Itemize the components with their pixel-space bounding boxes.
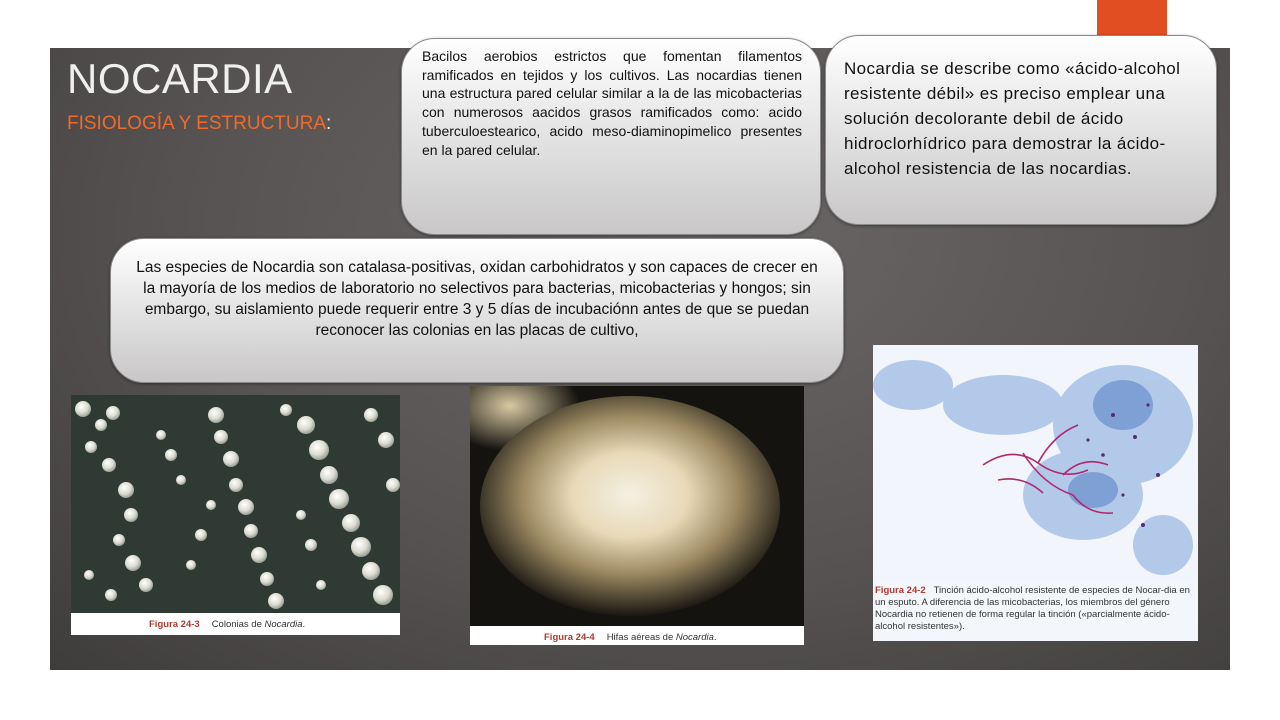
figure-colonies [71, 395, 400, 635]
figure-acid-fast-stain [873, 345, 1198, 641]
figure-label: Figura 24-3 [149, 619, 200, 630]
figure-label: Figura 24-2 [875, 585, 926, 596]
stain-image [873, 345, 1198, 581]
figure-caption-hyphae [544, 632, 717, 643]
hyphae-image [470, 386, 804, 626]
figure-label: Figura 24-4 [544, 632, 595, 643]
info-box-structure: Bacilos aerobios estrictos que fomentan filamentos ramificados en tejidos y los cultivos. Las nocardias tienen una estructura pared celular similar a la de las micobacterias con numerosos aacidos grasos ramificados como: acido tuberculoestearico, acido meso-diaminopimelico presentes en la pared celular. [401, 38, 821, 235]
caption-text: Colonias de [211, 619, 265, 630]
caption-period: . [302, 619, 306, 630]
caption-genus: Nocardia [264, 619, 303, 630]
slide-subtitle [67, 113, 331, 135]
caption-text: Tinción ácido-alcohol resistente de especies de Nocar-dia en un esputo. A diferencia de las micobacterias, los miembros del género Nocardia no retienen de forma regular la tinción («parcialmente ácido-alcohol resistentes»). [875, 585, 1190, 632]
info-box-acid-fast: Nocardia se describe como «ácido-alcohol resistente débil» es preciso emplear una solución decolorante debil de ácido hidroclorhídrico para demostrar la ácido-alcohol resistencia de las nocardias. [825, 35, 1217, 225]
caption-genus: Nocardia [675, 632, 714, 643]
caption-text: Hifas aéreas de [606, 632, 676, 643]
figure-caption-stain [875, 585, 1195, 633]
slide-title: NOCARDIA [67, 55, 293, 102]
info-box-catalase: Las especies de Nocardia son catalasa-positivas, oxidan carbohidratos y son capaces de crecer en la mayoría de los medios de laboratorio no selectivos para bacterias, micobacterias y hongos; sin embargo, su aislamiento puede requerir entre 3 y 5 días de incubaciónn antes de que se puedan reconocer las colonias en las placas de cultivo, [110, 238, 844, 383]
subtitle-text: FISIOLOGÍA Y ESTRUCTURA [67, 113, 327, 134]
figure-aerial-hyphae [470, 386, 804, 645]
accent-bar [1097, 0, 1167, 36]
caption-period: . [713, 632, 717, 643]
subtitle-colon: : [326, 113, 332, 134]
figure-caption-colonies [149, 619, 305, 630]
colonies-image [71, 395, 400, 613]
